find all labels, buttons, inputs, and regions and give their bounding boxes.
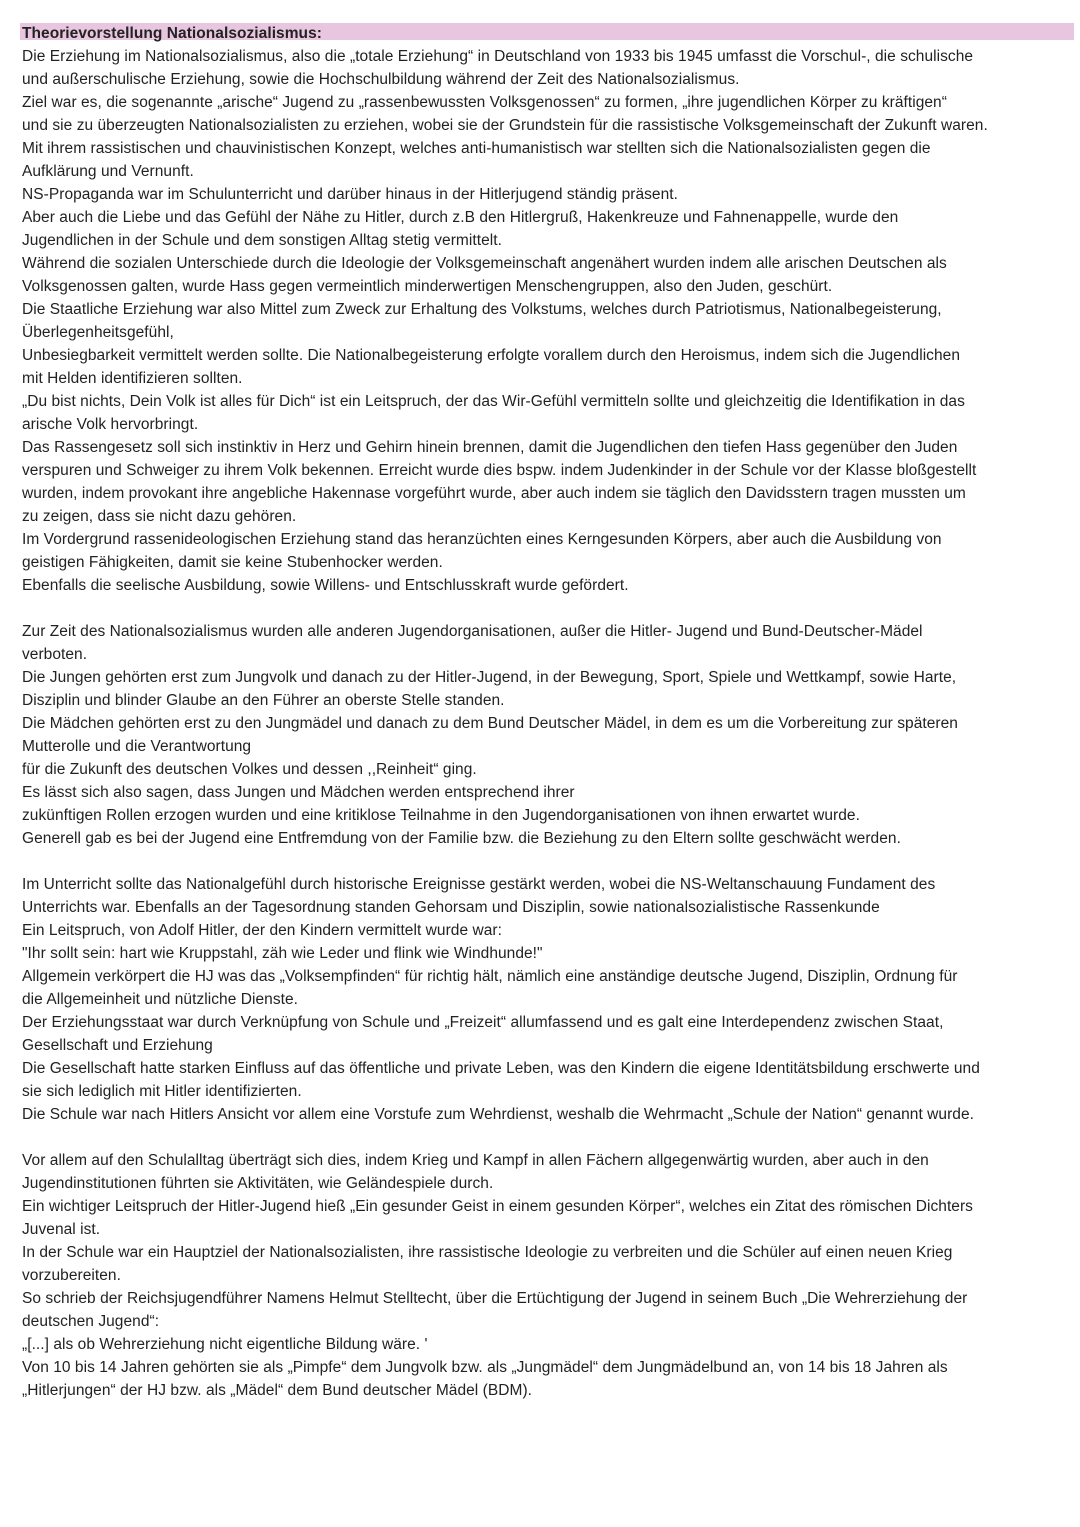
text-line: Im Vordergrund rassenideologischen Erziehung stand das heranzüchten eines Kerngesunden Körpers, aber auch die Ausbildung von xyxy=(22,531,942,548)
text-line: Die Jungen gehörten erst zum Jungvolk und danach zu der Hitler-Jugend, in der Bewegung, Sport, Spiele und Wettkampf, sowie Harte, xyxy=(22,669,957,686)
text-line: Ein Leitspruch, von Adolf Hitler, der den Kindern vermittelt wurde war: xyxy=(22,922,502,939)
text-line: „[...] als ob Wehrerziehung nicht eigentliche Bildung wäre. ' xyxy=(22,1336,428,1353)
text-line: "Ihr sollt sein: hart wie Kruppstahl, zäh wie Leder und flink wie Windhunde!" xyxy=(22,945,543,962)
text-line: Allgemein verkörpert die HJ was das „Volksempfinden“ für richtig hält, nämlich eine anständige deutsche Jugend, Disziplin, Ordnung für xyxy=(22,968,958,985)
text-line: Juvenal ist. xyxy=(22,1221,101,1238)
text-section xyxy=(22,873,1067,1126)
text-line: Das Rassengesetz soll sich instinktiv in Herz und Gehirn hinein brennen, damit die Jugendlichen den tiefen Hass gegenüber den Juden xyxy=(22,439,958,456)
text-line: mit Helden identifizieren sollten. xyxy=(22,370,243,387)
paragraph-gap xyxy=(22,850,1067,873)
text-line: Unterrichts war. Ebenfalls an der Tagesordnung standen Gehorsam und Disziplin, sowie nationalsozialistische Rassenkunde xyxy=(22,899,880,916)
text-line: Es lässt sich also sagen, dass Jungen und Mädchen werden entsprechend ihrer xyxy=(22,784,575,801)
text-section xyxy=(22,45,1067,597)
text-line: die Allgemeinheit und nützliche Dienste. xyxy=(22,991,299,1008)
text-line: deutschen Jugend“: xyxy=(22,1313,160,1330)
text-line: Mutterolle und die Verantwortung xyxy=(22,738,252,755)
text-line: Zur Zeit des Nationalsozialismus wurden alle anderen Jugendorganisationen, außer die Hitler- Jugend und Bund-Deutscher-Mädel xyxy=(22,623,923,640)
text-line: Generell gab es bei der Jugend eine Entfremdung von der Familie bzw. die Beziehung zu den Eltern sollte geschwächt werden. xyxy=(22,830,901,847)
text-line: Vor allem auf den Schulalltag überträgt sich dies, indem Krieg und Kampf in allen Fächern allgegenwärtig wurden, aber auch in den xyxy=(22,1152,929,1169)
text-line: Disziplin und blinder Glaube an den Führer an oberste Stelle standen. xyxy=(22,692,505,709)
text-line: zu zeigen, dass sie nicht dazu gehören. xyxy=(22,508,297,525)
text-line: Die Erziehung im Nationalsozialismus, also die „totale Erziehung“ in Deutschland von 1933 bis 1945 umfasst die Vorschul-, die schulische xyxy=(22,48,974,65)
text-line: Der Erziehungsstaat war durch Verknüpfung von Schule und „Freizeit“ allumfassend und es galt eine Interdependenz zwischen Staat, xyxy=(22,1014,944,1031)
document-title: Theorievorstellung Nationalsozialismus: xyxy=(22,25,322,42)
text-section xyxy=(22,1149,1067,1402)
document-body xyxy=(22,45,1067,1402)
text-line: NS-Propaganda war im Schulunterricht und darüber hinaus in der Hitlerjugend ständig präsent. xyxy=(22,186,678,203)
text-line: Von 10 bis 14 Jahren gehörten sie als „Pimpfe“ dem Jungvolk bzw. als „Jungmädel“ dem Jungmädelbund an, von 14 bis 18 Jahren als xyxy=(22,1359,948,1376)
text-line: verspuren und Schweiger zu ihrem Volk bekennen. Erreicht wurde dies bspw. indem Judenkinder in der Schule vor der Klasse bloßgestellt xyxy=(22,462,977,479)
text-line: für die Zukunft des deutschen Volkes und dessen ,,Reinheit“ ging. xyxy=(22,761,477,778)
text-line: und sie zu überzeugten Nationalsozialisten zu erziehen, wobei sie der Grundstein für die rassistische Volksgemeinschaft der Zukunft waren. xyxy=(22,117,988,134)
text-line: Ziel war es, die sogenannte „arische“ Jugend zu „rassenbewussten Volksgenossen“ zu formen, „ihre jugendlichen Körper zu kräftigen“ xyxy=(22,94,947,111)
text-line: Gesellschaft und Erziehung xyxy=(22,1037,213,1054)
text-line: Die Gesellschaft hatte starken Einfluss auf das öffentliche und private Leben, was den Kindern die eigene Identitätsbildung erschwerte und xyxy=(22,1060,980,1077)
text-line: Die Mädchen gehörten erst zu den Jungmädel und danach zu dem Bund Deutscher Mädel, in dem es um die Vorbereitung zur späteren xyxy=(22,715,958,732)
text-line: und außerschulische Erziehung, sowie die Hochschulbildung während der Zeit des Nationalsozialismus. xyxy=(22,71,740,88)
text-section xyxy=(22,620,1067,850)
text-line: Die Staatliche Erziehung war also Mittel zum Zweck zur Erhaltung des Volkstums, welches durch Patriotismus, Nationalbegeisterung, xyxy=(22,301,942,318)
paragraph-gap xyxy=(22,1126,1067,1149)
text-line: Aber auch die Liebe und das Gefühl der Nähe zu Hitler, durch z.B den Hitlergruß, Hakenkreuze und Fahnenappelle, wurde den xyxy=(22,209,899,226)
text-line: Unbesiegbarkeit vermittelt werden sollte. Die Nationalbegeisterung erfolgte vorallem durch den Heroismus, indem sich die Jugendlichen xyxy=(22,347,960,364)
text-line: sie sich lediglich mit Hitler identifizierten. xyxy=(22,1083,302,1100)
text-line: Aufklärung und Vernunft. xyxy=(22,163,194,180)
document-page xyxy=(22,22,1067,1402)
text-line: Im Unterricht sollte das Nationalgefühl durch historische Ereignisse gestärkt werden, wobei die NS-Weltanschauung Fundament des xyxy=(22,876,936,893)
text-line: zukünftigen Rollen erzogen wurden und eine kritiklose Teilnahme in den Jugendorganisationen von ihnen erwartet wurde. xyxy=(22,807,860,824)
text-line: vorzubereiten. xyxy=(22,1267,121,1284)
text-line: verboten. xyxy=(22,646,88,663)
text-line: arische Volk hervorbringt. xyxy=(22,416,199,433)
text-line: Ein wichtiger Leitspruch der Hitler-Jugend hieß „Ein gesunder Geist in einem gesunden Körper“, welches ein Zitat des römischen Dichters xyxy=(22,1198,973,1215)
text-line: wurden, indem provokant ihre angebliche Hakennase vorgeführt wurde, aber auch indem sie täglich den Davidsstern tragen mussten um xyxy=(22,485,966,502)
text-line: Volksgenossen galten, wurde Hass gegen vermeintlich minderwertigen Menschengruppen, also den Juden, geschürt. xyxy=(22,278,833,295)
text-line: Die Schule war nach Hitlers Ansicht vor allem eine Vorstufe zum Wehrdienst, weshalb die Wehrmacht „Schule der Nation“ genannt wurde. xyxy=(22,1106,974,1123)
paragraph-gap xyxy=(22,597,1067,620)
text-line: Überlegenheitsgefühl, xyxy=(22,324,174,341)
text-line: Jugendinstitutionen führten sie Aktivitäten, wie Geländespiele durch. xyxy=(22,1175,494,1192)
text-line: Während die sozialen Unterschiede durch die Ideologie der Volksgemeinschaft angenähert wurden indem alle arischen Deutschen als xyxy=(22,255,947,272)
text-line: Jugendlichen in der Schule und dem sonstigen Alltag stetig vermittelt. xyxy=(22,232,502,249)
text-line: In der Schule war ein Hauptziel der Nationalsozialisten, ihre rassistische Ideologie zu verbreiten und die Schüler auf einen neuen Krieg xyxy=(22,1244,953,1261)
text-line: So schrieb der Reichsjugendführer Namens Helmut Stelltecht, über die Ertüchtigung der Jugend in seinem Buch „Die Wehrerziehung der xyxy=(22,1290,968,1307)
text-line: Ebenfalls die seelische Ausbildung, sowie Willens- und Entschlusskraft wurde gefördert. xyxy=(22,577,629,594)
text-line: „Du bist nichts, Dein Volk ist alles für Dich“ ist ein Leitspruch, der das Wir-Gefühl vermitteln sollte und gleichzeitig die Identifikation in das xyxy=(22,393,965,410)
text-line: geistigen Fähigkeiten, damit sie keine Stubenhocker werden. xyxy=(22,554,443,571)
text-line: Mit ihrem rassistischen und chauvinistischen Konzept, welches anti-humanistisch war stellten sich die Nationalsozialisten gegen die xyxy=(22,140,931,157)
text-line: „Hitlerjungen“ der HJ bzw. als „Mädel“ dem Bund deutscher Mädel (BDM). xyxy=(22,1382,533,1399)
